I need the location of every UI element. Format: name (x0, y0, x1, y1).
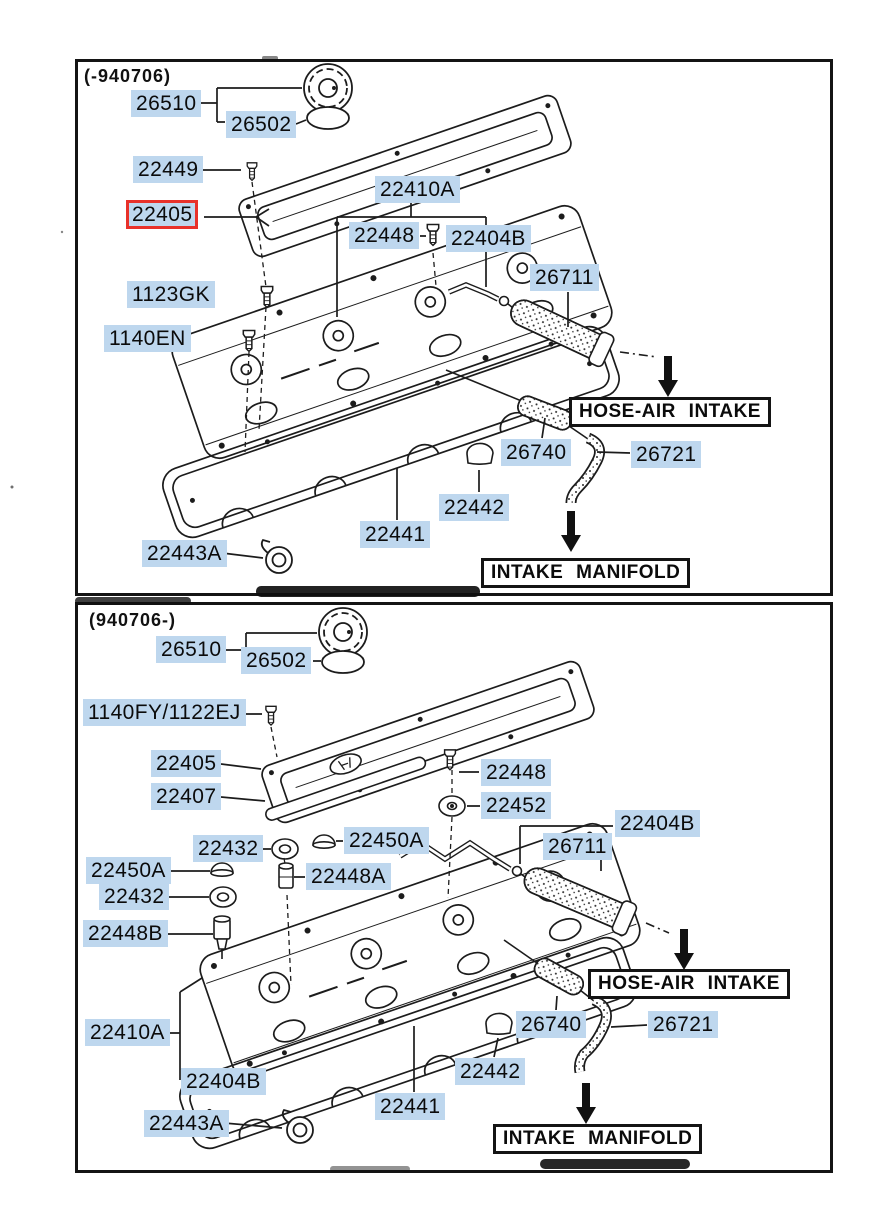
part-label-22410a-2[interactable]: 22410A (85, 1019, 170, 1046)
part-label-22405[interactable]: 22405 (126, 200, 198, 229)
callout-intake-manifold-2: INTAKE MANIFOLD (493, 1124, 702, 1154)
part-label-22441[interactable]: 22441 (360, 521, 430, 548)
part-label-22448-2[interactable]: 22448 (481, 759, 551, 786)
part-label-26711-2[interactable]: 26711 (543, 833, 612, 860)
part-label-26502[interactable]: 26502 (226, 111, 296, 138)
part-label-26721-2[interactable]: 26721 (648, 1011, 718, 1038)
callout-hose-air-intake: HOSE-AIR INTAKE (569, 397, 771, 427)
part-label-22404b[interactable]: 22404B (446, 225, 531, 252)
part-label-26502-2[interactable]: 26502 (241, 647, 311, 674)
part-label-22442[interactable]: 22442 (439, 494, 509, 521)
part-label-22404b-2[interactable]: 22404B (615, 810, 700, 837)
part-label-22443a[interactable]: 22443A (142, 540, 227, 567)
part-label-22410a[interactable]: 22410A (375, 176, 460, 203)
part-label-22404b-3[interactable]: 22404B (181, 1068, 266, 1095)
panel-header-post-940706: (940706-) (89, 610, 177, 630)
part-label-26740-2[interactable]: 26740 (516, 1011, 586, 1038)
part-label-22448a[interactable]: 22448A (306, 863, 391, 890)
part-label-22405-2[interactable]: 22405 (151, 750, 221, 777)
part-label-26510[interactable]: 26510 (131, 90, 201, 117)
part-label-22450a[interactable]: 22450A (344, 827, 429, 854)
part-label-22448[interactable]: 22448 (349, 222, 419, 249)
part-label-22450a-2[interactable]: 22450A (86, 857, 171, 884)
part-label-26711[interactable]: 26711 (530, 264, 599, 291)
part-label-22448b[interactable]: 22448B (83, 920, 168, 947)
panel-header-pre-940706: (-940706) (84, 66, 172, 86)
part-label-1140en[interactable]: 1140EN (104, 325, 191, 352)
part-label-22432-2[interactable]: 22432 (99, 883, 169, 910)
part-label-22442-2[interactable]: 22442 (455, 1058, 525, 1085)
part-label-22432[interactable]: 22432 (193, 835, 263, 862)
part-label-22407[interactable]: 22407 (151, 783, 221, 810)
callout-intake-manifold: INTAKE MANIFOLD (481, 558, 690, 588)
part-label-26740[interactable]: 26740 (501, 439, 571, 466)
part-label-26721[interactable]: 26721 (631, 441, 701, 468)
part-label-22441-2[interactable]: 22441 (375, 1093, 445, 1120)
part-label-22452[interactable]: 22452 (481, 792, 551, 819)
part-label-22449[interactable]: 22449 (133, 156, 203, 183)
part-label-1140fy-1122ej[interactable]: 1140FY/1122EJ (83, 699, 246, 726)
callout-hose-air-intake-2: HOSE-AIR INTAKE (588, 969, 790, 999)
part-label-1123gk[interactable]: 1123GK (127, 281, 215, 308)
part-label-26510-2[interactable]: 26510 (156, 636, 226, 663)
part-label-22443a-2[interactable]: 22443A (144, 1110, 229, 1137)
